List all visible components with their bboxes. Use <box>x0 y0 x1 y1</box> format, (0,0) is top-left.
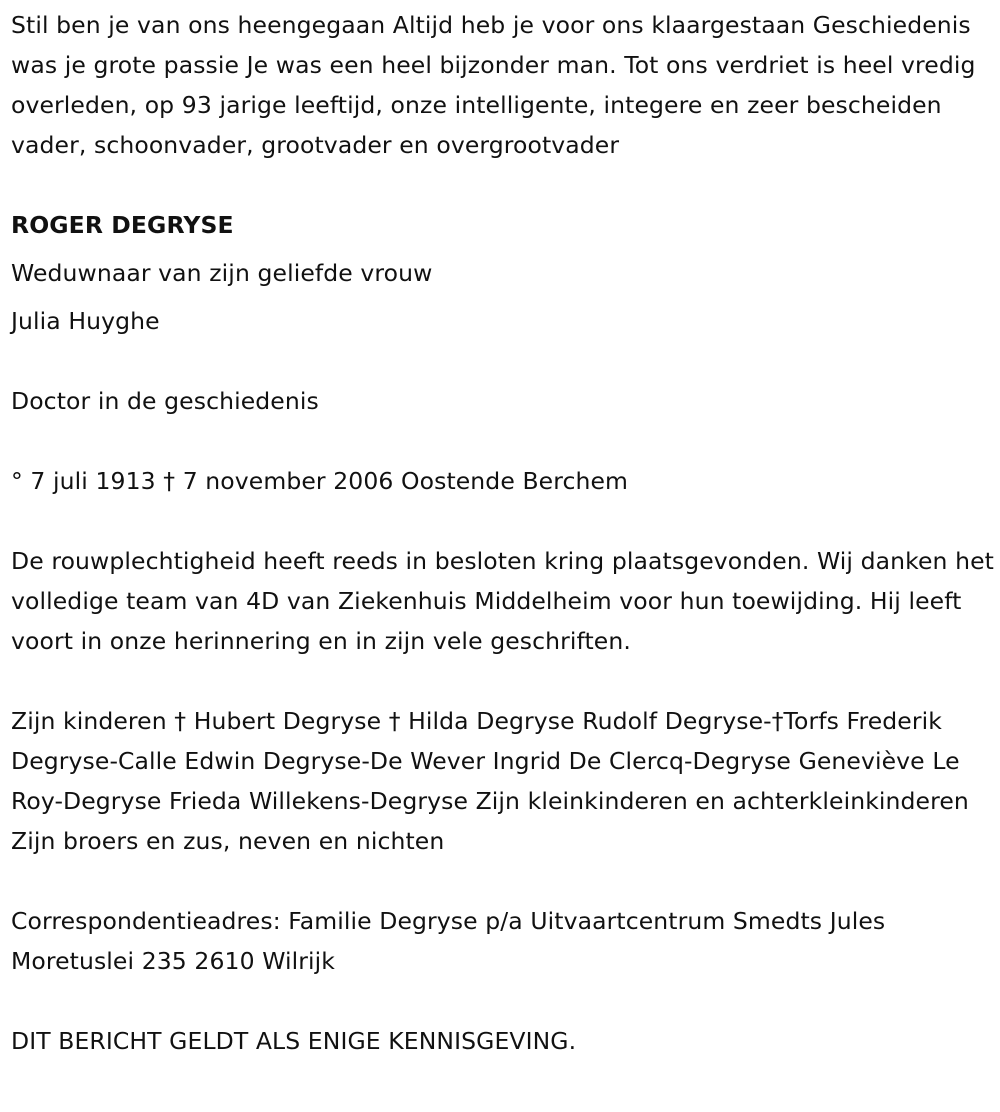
academic-title: Doctor in de geschiedenis <box>11 387 319 415</box>
spouse-name: Julia Huyghe <box>11 307 160 335</box>
correspondence-address: Correspondentieadres: Familie Degryse p/a Uitvaartcentrum Smedts Jules Moretuslei 235 2610 Wilrijk <box>11 907 886 975</box>
deceased-name: ROGER DEGRYSE <box>11 211 234 239</box>
ceremony-paragraph: De rouwplechtigheid heeft reeds in besloten kring plaatsgevonden. Wij danken het volledige team van 4D van Ziekenhuis Middelheim voor hun toewijding. Hij leeft voort in onze herinnering en in zijn vele geschriften. <box>11 547 994 655</box>
widower-line: Weduwnaar van zijn geliefde vrouw <box>11 259 433 287</box>
life-dates: ° 7 juli 1913 † 7 november 2006 Oostende Berchem <box>11 467 629 495</box>
family-paragraph: Zijn kinderen † Hubert Degryse † Hilda Degryse Rudolf Degryse-†Torfs Frederik Degryse-Calle Edwin Degryse-De Wever Ingrid De Clercq-Degryse Geneviève Le Roy-Degryse Frieda Willekens-Degryse Zijn kleinkinderen en achterkleinkinderen Zijn broers en zus, neven en nichten <box>11 707 969 855</box>
closing-statement: DIT BERICHT GELDT ALS ENIGE KENNISGEVING. <box>11 1027 577 1055</box>
intro-paragraph: Stil ben je van ons heengegaan Altijd heb je voor ons klaargestaan Geschiedenis was je grote passie Je was een heel bijzonder man. Tot ons verdriet is heel vredig overleden, op 93 jarige leeftijd, onze intelligente, integere en zeer bescheiden vader, schoonvader, grootvader en overgrootvader <box>11 11 976 159</box>
